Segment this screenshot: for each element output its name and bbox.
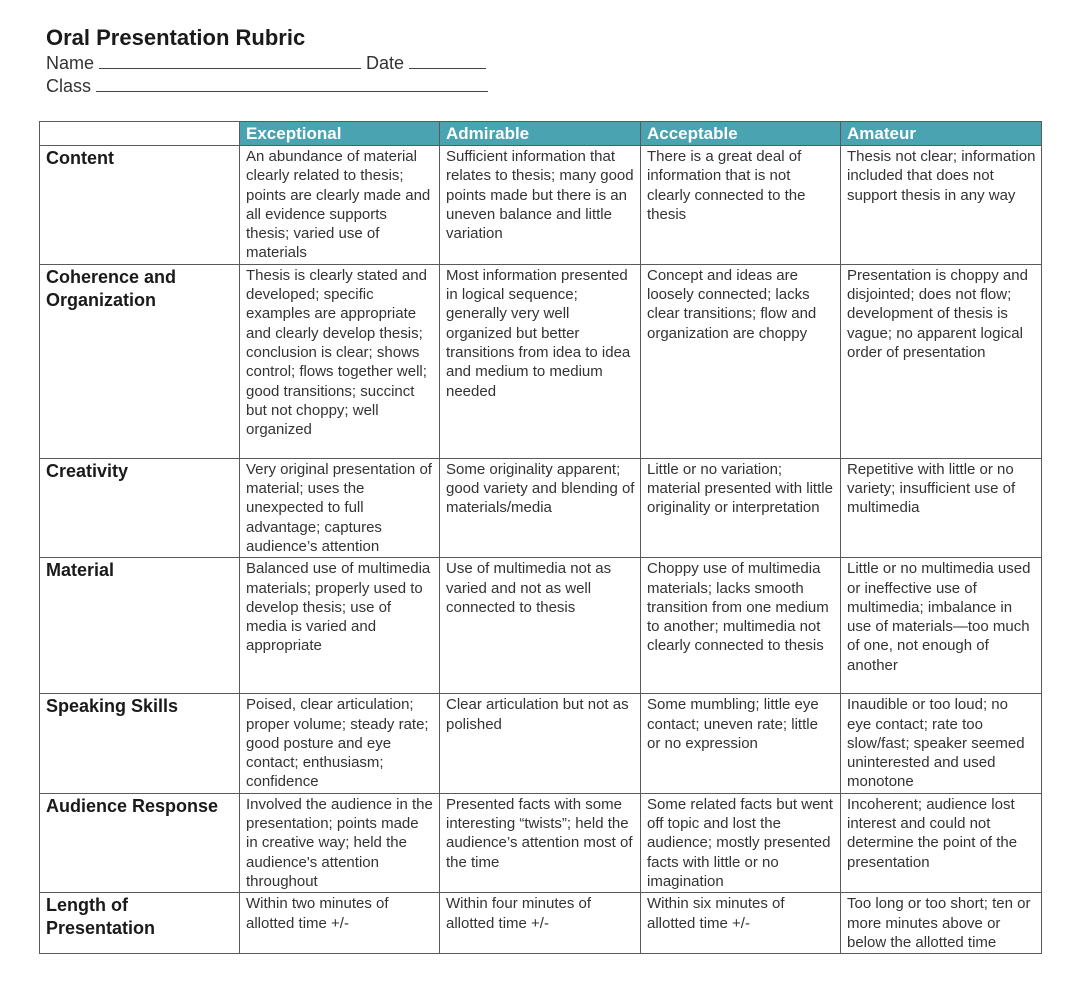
criterion-cell: Material — [40, 558, 240, 694]
column-header-amateur: Amateur — [841, 122, 1042, 146]
column-header-acceptable: Acceptable — [641, 122, 841, 146]
rubric-cell: Incoherent; audience lost interest and could not determine the point of the presentation — [841, 793, 1042, 892]
rubric-cell: Presented facts with some interesting “twists”; held the audience’s attention most of the time — [440, 793, 641, 892]
document-header — [46, 24, 488, 98]
table-row — [40, 458, 1042, 557]
rubric-cell: Some mumbling; little eye contact; uneven rate; little or no expression — [641, 694, 841, 793]
date-blank[interactable] — [409, 53, 486, 69]
criterion-cell: Coherence and Organization — [40, 264, 240, 458]
table-row — [40, 694, 1042, 793]
rubric-cell: Poised, clear articulation; proper volume; steady rate; good posture and eye contact; enthusiasm; confidence — [240, 694, 440, 793]
rubric-cell: An abundance of material clearly related to thesis; points are clearly made and all evidence supports thesis; varied use of materials — [240, 146, 440, 265]
class-label: Class — [46, 76, 92, 96]
criterion-cell: Content — [40, 146, 240, 265]
rubric-cell: Very original presentation of material; uses the unexpected to full advantage; captures audience’s attention — [240, 458, 440, 557]
rubric-cell: Most information presented in logical sequence; generally very well organized but better transitions from idea to idea and medium to medium needed — [440, 264, 641, 458]
rubric-cell: Some originality apparent; good variety and blending of materials/media — [440, 458, 641, 557]
rubric-cell: Within two minutes of allotted time +/- — [240, 893, 440, 954]
rubric-cell: Presentation is choppy and disjointed; does not flow; development of thesis is vague; no apparent logical order of presentation — [841, 264, 1042, 458]
rubric-cell: Within four minutes of allotted time +/- — [440, 893, 641, 954]
class-line — [46, 75, 488, 98]
criterion-cell: Speaking Skills — [40, 694, 240, 793]
table-row — [40, 558, 1042, 694]
rubric-cell: Involved the audience in the presentation; points made in creative way; held the audience's attention throughout — [240, 793, 440, 892]
criterion-cell: Length of Presentation — [40, 893, 240, 954]
criterion-cell: Creativity — [40, 458, 240, 557]
date-label: Date — [366, 53, 405, 73]
rubric-cell: There is a great deal of information that is not clearly connected to the thesis — [641, 146, 841, 265]
name-blank[interactable] — [99, 53, 361, 69]
rubric-table — [39, 121, 1042, 954]
rubric-cell: Thesis not clear; information included that does not support thesis in any way — [841, 146, 1042, 265]
rubric-cell: Thesis is clearly stated and developed; specific examples are appropriate and clearly develop thesis; conclusion is clear; shows control; flows together well; good transitions; succinct but not choppy; well organized — [240, 264, 440, 458]
rubric-cell: Repetitive with little or no variety; insufficient use of multimedia — [841, 458, 1042, 557]
rubric-cell: Concept and ideas are loosely connected; lacks clear transitions; flow and organization are choppy — [641, 264, 841, 458]
rubric-cell: Inaudible or too loud; no eye contact; rate too slow/fast; speaker seemed uninterested and used monotone — [841, 694, 1042, 793]
table-row — [40, 893, 1042, 954]
rubric-cell: Too long or too short; ten or more minutes above or below the allotted time — [841, 893, 1042, 954]
rubric-cell: Balanced use of multimedia materials; properly used to develop thesis; use of media is varied and appropriate — [240, 558, 440, 694]
column-header-admirable: Admirable — [440, 122, 641, 146]
rubric-cell: Within six minutes of allotted time +/- — [641, 893, 841, 954]
rubric-header-row — [40, 122, 1042, 146]
class-blank[interactable] — [96, 76, 488, 92]
column-header-exceptional: Exceptional — [240, 122, 440, 146]
rubric-cell: Little or no multimedia used or ineffective use of multimedia; imbalance in use of materials—too much of one, not enough of another — [841, 558, 1042, 694]
table-row — [40, 146, 1042, 265]
criterion-cell: Audience Response — [40, 793, 240, 892]
header-corner-cell — [40, 122, 240, 146]
table-row — [40, 793, 1042, 892]
document-title: Oral Presentation Rubric — [46, 25, 306, 50]
name-label: Name — [46, 53, 95, 73]
rubric-cell: Sufficient information that relates to thesis; many good points made but there is an uneven balance and little variation — [440, 146, 641, 265]
rubric-cell: Some related facts but went off topic and lost the audience; mostly presented facts with little or no imagination — [641, 793, 841, 892]
rubric-cell: Choppy use of multimedia materials; lacks smooth transition from one medium to another; multimedia not clearly connected to thesis — [641, 558, 841, 694]
rubric-cell: Clear articulation but not as polished — [440, 694, 641, 793]
rubric-cell: Little or no variation; material presented with little originality or interpretation — [641, 458, 841, 557]
name-date-line — [46, 52, 488, 75]
rubric-cell: Use of multimedia not as varied and not as well connected to thesis — [440, 558, 641, 694]
table-row — [40, 264, 1042, 458]
